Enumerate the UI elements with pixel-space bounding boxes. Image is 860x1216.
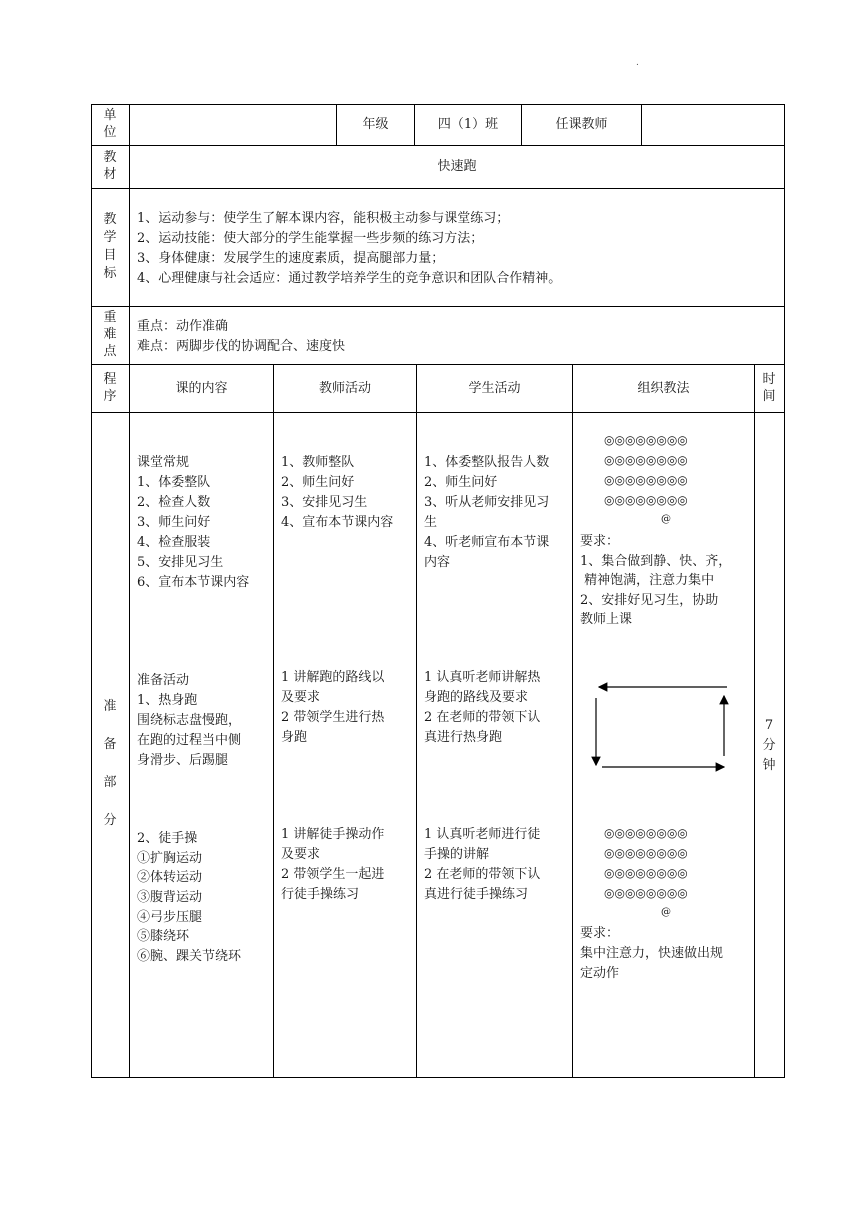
student-line: 2 在老师的带领下认	[424, 867, 541, 882]
teacher-line: 身跑	[281, 730, 308, 745]
teacher-position-mark: @	[661, 907, 671, 918]
student-line: 4、听老师宣布本节课	[424, 535, 550, 550]
requirement-label: 要求：	[580, 926, 620, 941]
key-point: 重点：动作准确	[137, 319, 229, 334]
content-line: ③腹背运动	[137, 890, 203, 905]
teacher-line: 1 讲解徒手操动作	[281, 827, 385, 842]
col-organization: 组织教法	[637, 381, 690, 396]
difficulty-point: 难点：两脚步伐的协调配合、速度快	[137, 339, 346, 354]
content-line: 准备活动	[137, 673, 190, 688]
content-line: 6、宣布本节课内容	[137, 575, 250, 590]
objectives-label: 教 学 目 标	[103, 212, 117, 281]
requirement-line: 定动作	[580, 966, 620, 981]
teacher-line: 2、师生问好	[281, 475, 355, 490]
objective-item: 4、心理健康与社会适应：通过教学培养学生的竞争意识和团队合作精神。	[137, 271, 562, 286]
teacher-line: 4、宣布本节课内容	[281, 515, 394, 530]
objective-item: 3、身体健康：发展学生的速度素质，提高腿部力量；	[137, 251, 445, 266]
teacher-line: 2 带领学生进行热	[281, 710, 385, 725]
formation-row: ◎◎◎◎◎◎◎◎	[604, 826, 688, 840]
requirement-line: 1、集合做到静、快、齐，	[580, 554, 732, 569]
teacher-line: 3、安排见习生	[281, 495, 368, 510]
content-line: ①扩胸运动	[137, 851, 203, 866]
col-time: 时 间	[762, 372, 776, 404]
student-line: 2、师生问好	[424, 475, 498, 490]
requirement-line: 集中注意力，快速做出规	[580, 946, 724, 961]
student-line: 生	[424, 515, 438, 530]
teacher-line: 2 带领学生一起进	[281, 867, 385, 882]
student-line: 手操的讲解	[424, 847, 490, 862]
requirement-line: 精神饱满，注意力集中	[580, 573, 715, 588]
requirement-line: 教师上课	[580, 612, 633, 627]
student-line: 1、体委整队报告人数	[424, 455, 550, 470]
requirement-line: 2、安排好见习生，协助	[580, 593, 719, 608]
col-content: 课的内容	[175, 381, 228, 396]
col-procedure: 程 序	[103, 372, 117, 404]
content-line: 2、徒手操	[137, 831, 198, 846]
teacher-line: 及要求	[281, 847, 321, 862]
material-value: 快速跑	[437, 159, 477, 174]
content-line: 围绕标志盘慢跑，	[137, 713, 242, 728]
formation-row: ◎◎◎◎◎◎◎◎	[604, 493, 688, 507]
col-teacher: 教师活动	[318, 381, 371, 396]
formation-row: ◎◎◎◎◎◎◎◎	[604, 473, 688, 487]
student-line: 身跑的路线及要求	[424, 690, 529, 705]
student-line: 3、听从老师安排见习	[424, 495, 550, 510]
content-line: ②体转运动	[137, 870, 203, 885]
teacher-line: 行徒手操练习	[281, 887, 360, 902]
teacher-line: 1、教师整队	[281, 455, 355, 470]
running-route-diagram	[585, 676, 735, 776]
teacher-label: 任课教师	[555, 117, 608, 132]
content-line: ④弓步压腿	[137, 910, 203, 925]
student-line: 1 认真听老师进行徒	[424, 827, 541, 842]
student-line: 2 在老师的带领下认	[424, 710, 541, 725]
material-label: 教 材	[103, 150, 117, 182]
objective-item: 2、运动技能：使大部分的学生能掌握一些步频的练习方法；	[137, 231, 484, 246]
student-line: 真进行热身跑	[424, 730, 503, 745]
content-line: ⑥腕、踝关节绕环	[137, 949, 242, 964]
objective-item: 1、运动参与：使学生了解本课内容，能积极主动参与课堂练习；	[137, 211, 510, 226]
content-line: 在跑的过程当中侧	[137, 733, 242, 748]
formation-row: ◎◎◎◎◎◎◎◎	[604, 453, 688, 467]
requirement-label: 要求：	[580, 534, 620, 549]
content-line: 1、体委整队	[137, 475, 211, 490]
section-name: 准 备 部 分	[103, 699, 117, 828]
content-line: 4、检查服装	[137, 535, 211, 550]
col-student: 学生活动	[468, 381, 521, 396]
grade-value: 四（1）班	[437, 117, 499, 132]
student-line: 1 认真听老师讲解热	[424, 670, 541, 685]
teacher-line: 及要求	[281, 690, 321, 705]
content-line: 1、热身跑	[137, 693, 198, 708]
student-line: 真进行徒手操练习	[424, 887, 529, 902]
content-line: 课堂常规	[137, 455, 190, 470]
formation-row: ◎◎◎◎◎◎◎◎	[604, 886, 688, 900]
unit-label: 单 位	[103, 108, 117, 140]
key-points-label: 重 难 点	[103, 310, 117, 359]
student-line: 内容	[424, 555, 451, 570]
formation-row: ◎◎◎◎◎◎◎◎	[604, 846, 688, 860]
content-line: ⑤膝绕环	[137, 929, 190, 944]
content-line: 2、检查人数	[137, 495, 211, 510]
grade-label: 年级	[362, 117, 389, 132]
content-line: 身滑步、后踢腿	[137, 753, 229, 768]
corner-mark: .	[636, 58, 639, 68]
teacher-position-mark: @	[661, 514, 671, 525]
section-time: 7 分 钟	[762, 718, 776, 773]
formation-row: ◎◎◎◎◎◎◎◎	[604, 866, 688, 880]
content-line: 5、安排见习生	[137, 555, 224, 570]
teacher-line: 1 讲解跑的路线以	[281, 670, 385, 685]
formation-row: ◎◎◎◎◎◎◎◎	[604, 433, 688, 447]
content-line: 3、师生问好	[137, 515, 211, 530]
